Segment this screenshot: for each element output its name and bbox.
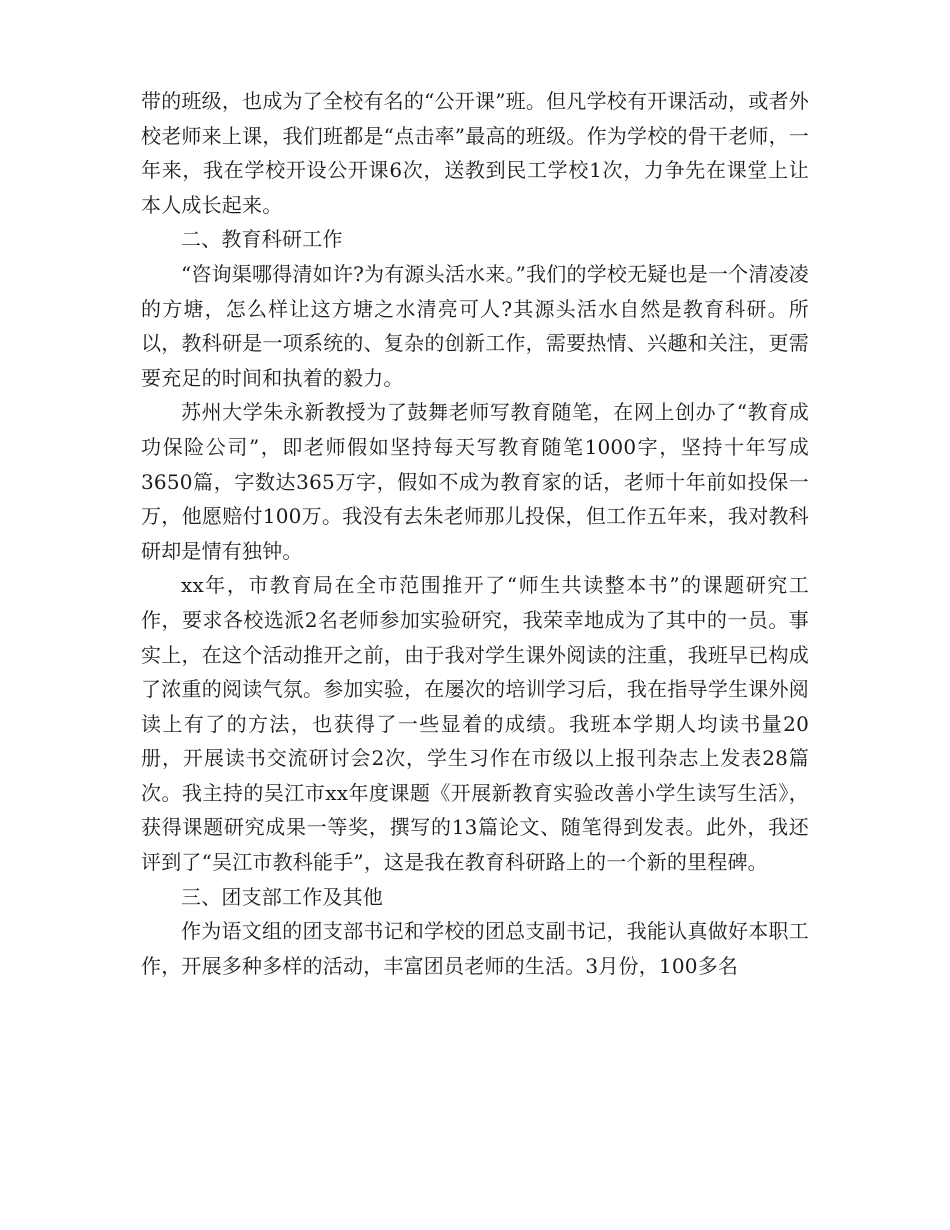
paragraph-zhu-yongxin: 苏州大学朱永新教授为了鼓舞老师写教育随笔，在网上创办了“教育成功保险公司”，即老师假如坚持每天写教育随笔1000字，坚持十年写成3650篇，字数达365万字，假如不成为教育家的话，老师十年前如投保一万，他愿赔付100万。我没有去朱老师那儿投保，但工作五年来，我对教科研却是情有独钟。 [141, 400, 809, 563]
section-heading-research: 二、教育科研工作 [181, 227, 343, 252]
paragraph-reading-project: xx年，市教育局在全市范围推开了“师生共读整本书”的课题研究工作，要求各校选派2名老师参加实验研究，我荣幸地成为了其中的一员。事实上，在这个活动推开之前，由于我对学生课外阅读的注重，我班早已构成了浓重的阅读气氛。参加实验，在屡次的培训学习后，我在指导学生课外阅读上有了的方法，也获得了一些显着的成绩。我班本学期人均读书量20册，开展读书交流研讨会2次，学生习作在市级以上报刊杂志上发表28篇次。我主持的吴江市xx年度课题《开展新教育实验改善小学生读写生活》，获得课题研究成果一等奖，撰写的13篇论文、随笔得到发表。此外，我还评到了“吴江市教科能手”，这是我在教育科研路上的一个新的里程碑。 [141, 573, 809, 875]
document-page [141, 84, 809, 983]
paragraph-league-work: 作为语文组的团支部书记和学校的团总支副书记，我能认真做好本职工作，开展多种多样的活动，丰富团员老师的生活。3月份，100多名 [141, 919, 809, 978]
paragraph-research-intro: “咨询渠哪得清如许?为有源头活水来。”我们的学校无疑也是一个清凌凌的方塘，怎么样让这方塘之水清亮可人?其源头活水自然是教育科研。所以，教科研是一项系统的、复杂的创新工作，需要热情、兴趣和关注，更需要充足的时间和执着的毅力。 [141, 261, 809, 390]
section-heading-league: 三、团支部工作及其他 [181, 884, 383, 909]
paragraph-continuation: 带的班级，也成为了全校有名的“公开课”班。但凡学校有开课活动，或者外校老师来上课，我们班都是“点击率”最高的班级。作为学校的骨干老师，一年来，我在学校开设公开课6次，送教到民工学校1次，力争先在课堂上让本人成长起来。 [141, 89, 809, 217]
